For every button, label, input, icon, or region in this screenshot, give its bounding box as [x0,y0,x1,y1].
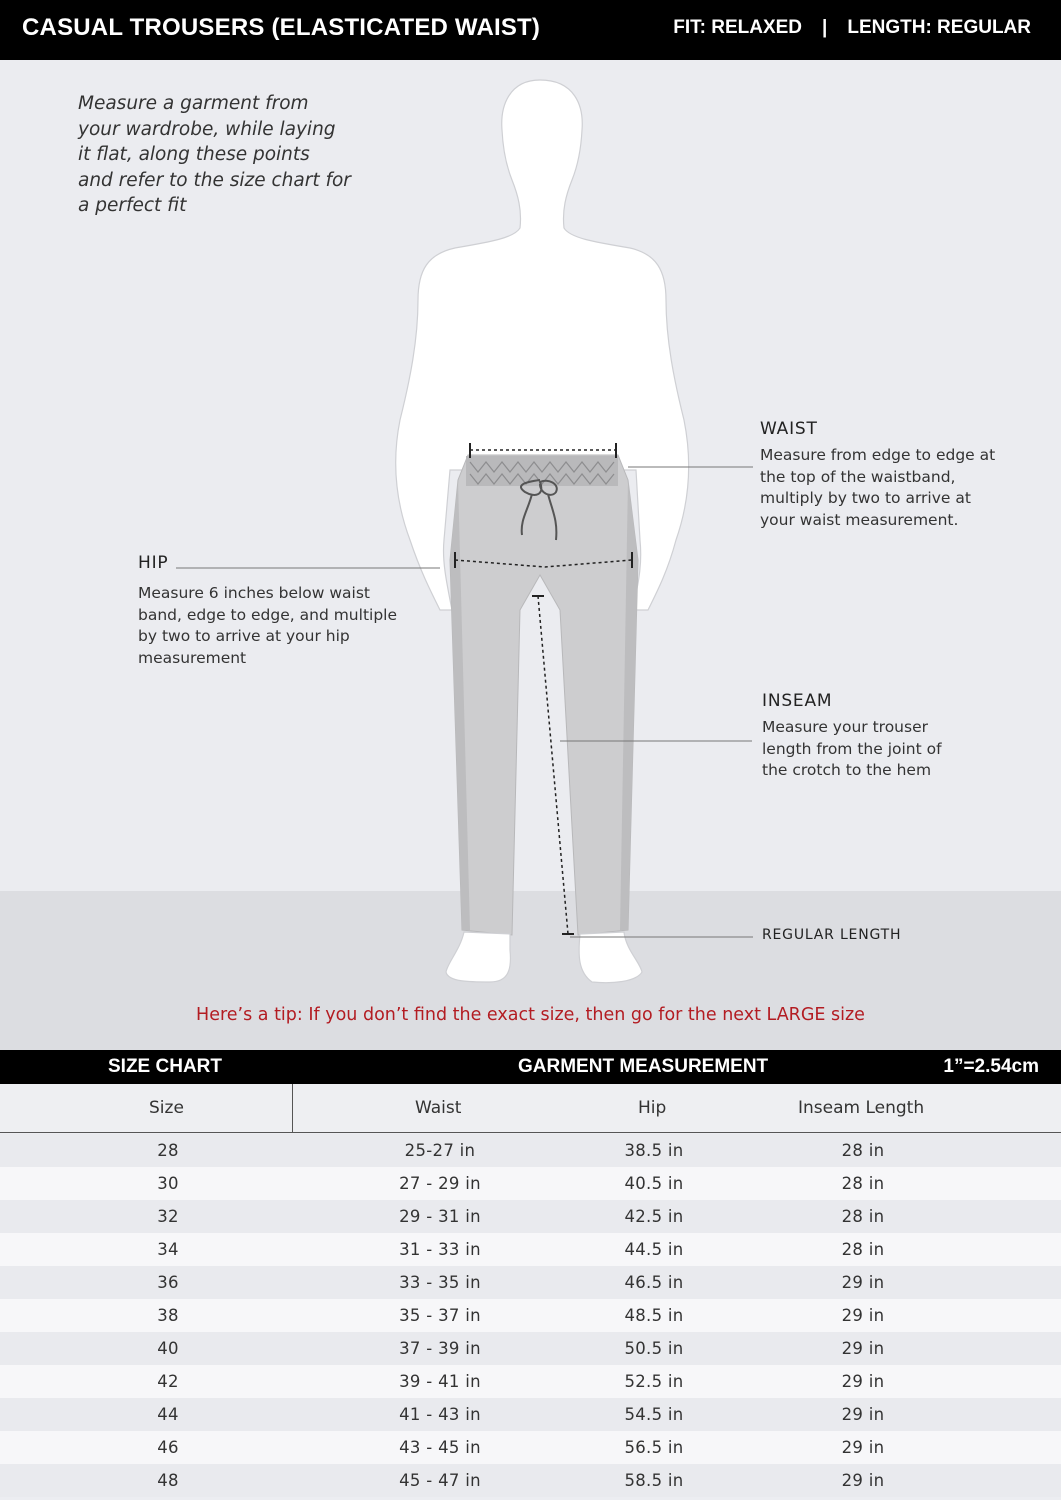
waist-cell: 25-27 in [404,1141,476,1160]
column-header-hip: Hip [638,1098,667,1118]
waist-cell: 27 - 29 in [399,1174,481,1193]
hip-cell: 42.5 in [624,1207,684,1226]
column-header-inseam: Inseam Length [798,1098,925,1118]
intro-instructions [78,91,378,219]
intro-line: Measure a garment from [78,93,309,114]
column-divider [292,1084,293,1132]
inseam-cell: 29 in [841,1339,885,1358]
left-foot [446,932,510,982]
size-cell: 34 [157,1240,179,1259]
waist-cell: 29 - 31 in [399,1207,481,1226]
table-row [0,1332,1061,1365]
waist-cell: 39 - 41 in [399,1372,481,1391]
length-label: LENGTH: REGULAR [847,17,1031,38]
inseam-cell: 29 in [841,1273,885,1292]
table-column-headers [0,1084,1061,1133]
inseam-desc-line: the crotch to the hem [762,761,932,779]
column-header-waist: Waist [415,1098,462,1118]
inseam-cell: 29 in [841,1405,885,1424]
waist-cell: 41 - 43 in [399,1405,481,1424]
trouser-shape [450,455,638,935]
intro-line: your wardrobe, while laying [78,118,336,140]
inseam-cell: 28 in [841,1240,885,1259]
waist-cell: 35 - 37 in [399,1306,481,1325]
inseam-cell: 28 in [841,1207,885,1226]
hip-description [138,583,397,669]
size-table-body [0,1134,1061,1497]
waist-desc-line: your waist measurement. [760,510,959,529]
size-cell: 44 [157,1405,179,1424]
hip-cell: 48.5 in [624,1306,684,1325]
page-title: CASUAL TROUSERS (ELASTICATED WAIST) [22,14,541,41]
hip-cell: 54.5 in [624,1405,684,1424]
table-row [0,1266,1061,1299]
waist-desc-line: the top of the waistband, [760,467,956,486]
column-header-size: Size [149,1098,184,1118]
waist-cell: 37 - 39 in [399,1339,481,1358]
size-cell: 30 [157,1174,179,1193]
right-foot [579,932,642,983]
hip-desc-line: band, edge to edge, and multiple [138,605,398,624]
waist-cell: 33 - 35 in [399,1273,481,1292]
inseam-label: INSEAM [762,691,833,711]
size-tip: Here’s a tip: If you don’t find the exact size, then go for the next LARGE size [196,1005,865,1025]
size-cell: 28 [157,1141,179,1160]
size-chart-header [0,1050,1061,1084]
header-separator: | [822,17,828,38]
waist-description [760,445,995,531]
hip-desc-line: by two to arrive at your hip [138,627,350,645]
table-row [0,1134,1061,1167]
inseam-desc-line: length from the joint of [762,739,942,758]
inseam-desc-line: Measure your trouser [762,718,928,736]
intro-line: it flat, along these points [78,144,310,165]
hip-cell: 50.5 in [624,1339,684,1358]
table-row [0,1365,1061,1398]
inseam-description [762,717,942,782]
waist-cell: 43 - 45 in [399,1438,481,1457]
hip-cell: 44.5 in [624,1240,684,1259]
waist-label: WAIST [760,419,818,439]
size-cell: 38 [157,1306,179,1325]
table-row [0,1464,1061,1497]
intro-line: and refer to the size chart for [78,169,351,191]
table-row [0,1398,1061,1431]
inseam-cell: 29 in [841,1438,885,1457]
size-cell: 40 [157,1339,179,1358]
waist-desc-line: Measure from edge to edge at [760,446,996,464]
size-cell: 32 [157,1207,179,1226]
hip-cell: 46.5 in [624,1273,684,1292]
unit-conversion: 1”=2.54cm [943,1056,1039,1077]
inseam-cell: 29 in [841,1306,885,1325]
inseam-cell: 29 in [841,1471,885,1490]
regular-length-label: REGULAR LENGTH [762,927,902,943]
waist-desc-line: multiply by two to arrive at [760,489,971,507]
hip-cell: 38.5 in [624,1141,684,1160]
hip-cell: 40.5 in [624,1174,684,1193]
waist-cell: 31 - 33 in [399,1240,481,1259]
table-row [0,1200,1061,1233]
intro-line: a perfect fit [78,195,187,216]
hip-cell: 52.5 in [624,1372,684,1391]
table-row [0,1233,1061,1266]
hip-desc-line: measurement [138,648,247,667]
size-cell: 48 [157,1471,179,1490]
size-cell: 46 [157,1438,179,1457]
inseam-cell: 28 in [841,1141,885,1160]
size-chart-title: SIZE CHART [108,1056,222,1077]
garment-measurement-title: GARMENT MEASUREMENT [518,1056,769,1077]
hip-cell: 58.5 in [624,1471,684,1490]
fit-label: FIT: RELAXED [673,17,803,38]
table-row [0,1431,1061,1464]
table-row [0,1299,1061,1332]
size-cell: 36 [157,1273,179,1292]
inseam-cell: 28 in [841,1174,885,1193]
hip-cell: 56.5 in [624,1438,684,1457]
hip-label: HIP [138,553,169,573]
hip-desc-line: Measure 6 inches below waist [138,584,371,602]
table-row [0,1167,1061,1200]
size-cell: 42 [157,1372,179,1391]
inseam-cell: 29 in [841,1372,885,1391]
waist-cell: 45 - 47 in [399,1471,481,1490]
